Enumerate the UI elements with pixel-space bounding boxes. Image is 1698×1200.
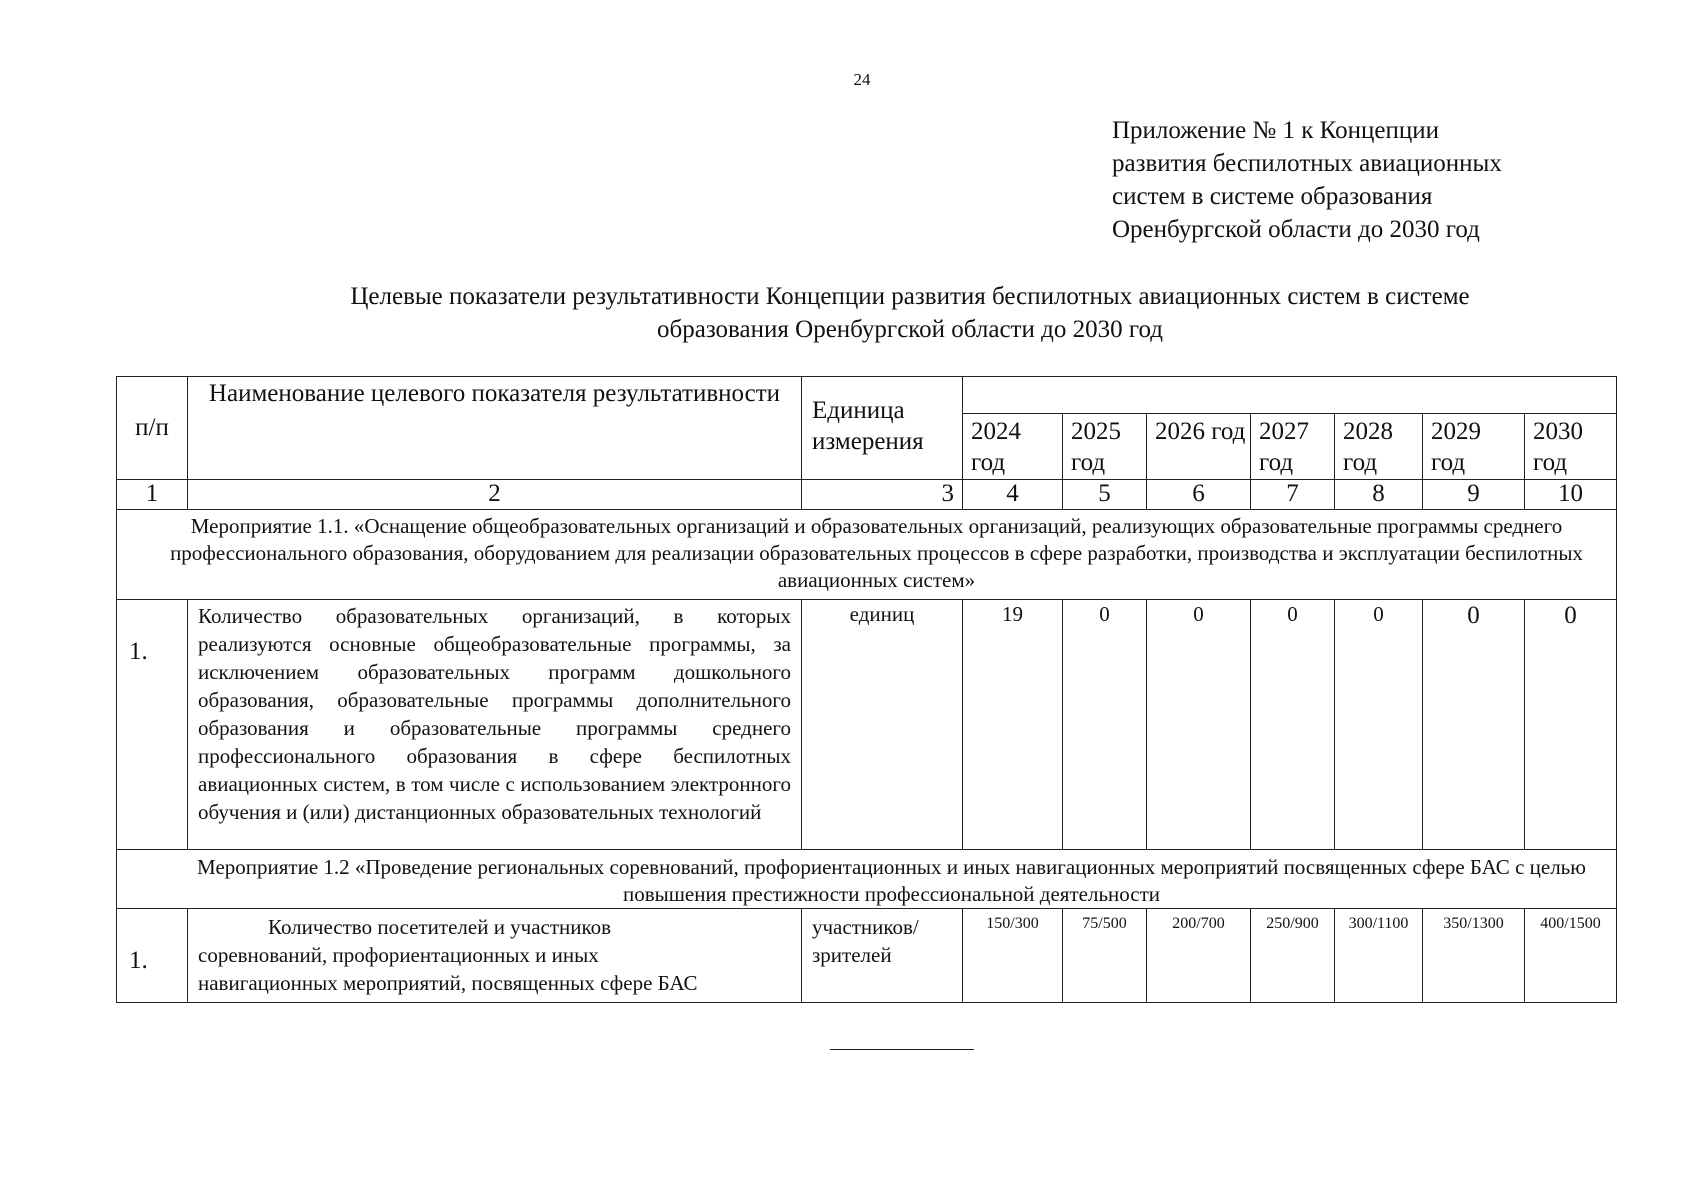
footer-divider — [830, 1049, 974, 1050]
header-year: 2024 год — [963, 414, 1063, 480]
appendix-line: Оренбургской области до 2030 год — [1112, 216, 1480, 243]
title-line: образования Оренбургской области до 2030 год — [657, 316, 1163, 343]
column-number: 3 — [802, 480, 963, 510]
value-2025: 0 — [1063, 600, 1147, 850]
document-title — [230, 280, 1590, 346]
appendix-line: систем в системе образования — [1112, 183, 1433, 210]
value-2026: 0 — [1147, 600, 1251, 850]
indicator-name-line: Количество посетителей и участников — [268, 915, 612, 939]
title-line: Целевые показатели результативности Концепции развития беспилотных авиационных систем в системе — [350, 283, 1470, 310]
section-title: Мероприятие 1.2 «Проведение региональных соревнований, профориентационных и иных навигационных мероприятий посвященных сфере БАС с целью повышения престижности профессиональной деятельности — [117, 850, 1617, 909]
value-2030: 0 — [1525, 600, 1617, 850]
header-year: 2030 год — [1525, 414, 1617, 480]
header-unit: Единица измерения — [802, 377, 963, 480]
column-number: 1 — [117, 480, 188, 510]
row-number: 1. — [117, 600, 188, 850]
header-year: 2029 год — [1423, 414, 1525, 480]
column-number: 5 — [1063, 480, 1147, 510]
column-number: 10 — [1525, 480, 1617, 510]
value-2029: 0 — [1423, 600, 1525, 850]
appendix-line: развития беспилотных авиационных — [1112, 150, 1502, 177]
column-number: 9 — [1423, 480, 1525, 510]
header-year: 2026 год — [1147, 414, 1251, 480]
value-2025: 75/500 — [1063, 909, 1147, 1003]
indicator-name: Количество образовательных организаций, в которых реализуются основные общеобразовательные программы, за исключением образовательных программ дошкольного образования, образовательные программы дополнительного образования и образовательные программы среднего профессионального образования в сфере беспилотных авиационных систем, в том числе с использованием электронного обучения и (или) дистанционных образовательных технологий — [188, 600, 802, 850]
column-number: 2 — [188, 480, 802, 510]
header-year: 2027 год — [1251, 414, 1335, 480]
value-2026: 200/700 — [1147, 909, 1251, 1003]
appendix-note — [1112, 114, 1502, 246]
page-number: 24 — [853, 70, 871, 89]
indicators-table — [116, 376, 1617, 1003]
indicator-name — [188, 909, 802, 1003]
section-title: Мероприятие 1.1. «Оснащение общеобразовательных организаций и образовательных организаций, реализующих образовательные программы среднего профессионального образования, оборудованием для реализации образовательных процессов в сфере разработки, производства и эксплуатации беспилотных авиационных систем» — [117, 510, 1617, 600]
unit-cell: участников/ зрителей — [802, 909, 963, 1003]
value-2030: 400/1500 — [1525, 909, 1617, 1003]
column-number: 6 — [1147, 480, 1251, 510]
appendix-line: Приложение № 1 к Концепции — [1112, 117, 1439, 144]
column-number: 8 — [1335, 480, 1423, 510]
column-number: 7 — [1251, 480, 1335, 510]
unit-cell: единиц — [802, 600, 963, 850]
row-number: 1. — [117, 909, 188, 1003]
value-2028: 300/1100 — [1335, 909, 1423, 1003]
header-year: 2025 год — [1063, 414, 1147, 480]
value-2024: 19 — [963, 600, 1063, 850]
value-2028: 0 — [1335, 600, 1423, 850]
column-number: 4 — [963, 480, 1063, 510]
indicator-name-line: навигационных мероприятий, посвященных сфере БАС — [198, 971, 698, 995]
value-2027: 0 — [1251, 600, 1335, 850]
value-2027: 250/900 — [1251, 909, 1335, 1003]
value-2024: 150/300 — [963, 909, 1063, 1003]
header-years-group — [963, 377, 1617, 414]
value-2029: 350/1300 — [1423, 909, 1525, 1003]
indicator-name-line: соревнований, профориентационных и иных — [198, 943, 599, 967]
header-year: 2028 год — [1335, 414, 1423, 480]
header-indicator-name: Наименование целевого показателя результативности — [188, 377, 802, 480]
header-pp: п/п — [117, 377, 188, 480]
